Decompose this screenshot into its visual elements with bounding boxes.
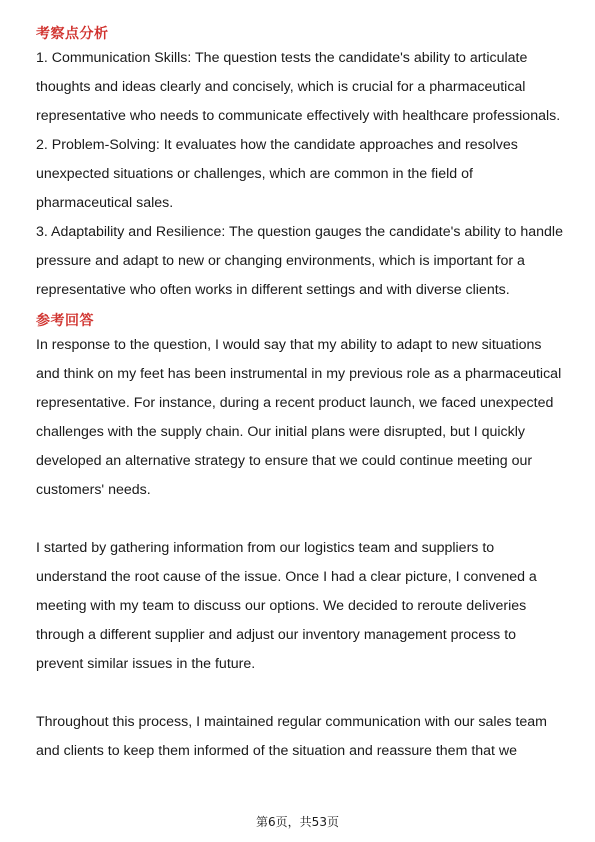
paragraph-gap [36,505,564,534]
page-content [36,22,564,766]
answer-paragraph-2: I started by gathering information from our logistics team and suppliers to understand the root cause of the issue. Once I had a clear picture, I convened a meeting with my team to discuss our options. We decided to reroute deliveries through a different supplier and adjust our inventory management process to prevent similar issues in the future. [36,540,537,672]
answer-paragraph-3: Throughout this process, I maintained regular communication with our sales team and clients to keep them informed of the situation and reassure them that we [36,714,547,759]
analysis-point-1: 1. Communication Skills: The question tests the candidate's ability to articulate thoughts and ideas clearly and concisely, which is crucial for a pharmaceutical representative who needs to communicate effectively with healthcare professionals. [36,50,561,124]
analysis-heading: 考察点分析 [36,25,109,41]
reference-answer-heading: 参考回答 [36,312,94,328]
analysis-point-2: 2. Problem-Solving: It evaluates how the candidate approaches and resolves unexpected situations or challenges, which are common in the field of pharmaceutical sales. [36,137,518,211]
paragraph-gap [36,679,564,708]
answer-paragraph-1: In response to the question, I would say that my ability to adapt to new situations and think on my feet has been instrumental in my previous role as a pharmaceutical representative. For instance, during a recent product launch, we faced unexpected challenges with the supply chain. Our initial plans were disrupted, but I quickly developed an alternative strategy to ensure that we could continue meeting our customers' needs. [36,337,562,498]
page-number-footer: 第6页，共53页 [256,815,339,829]
analysis-point-3: 3. Adaptability and Resilience: The question gauges the candidate's ability to handle pressure and adapt to new or changing environments, which is important for a representative who often works in different settings and with diverse clients. [36,224,563,298]
